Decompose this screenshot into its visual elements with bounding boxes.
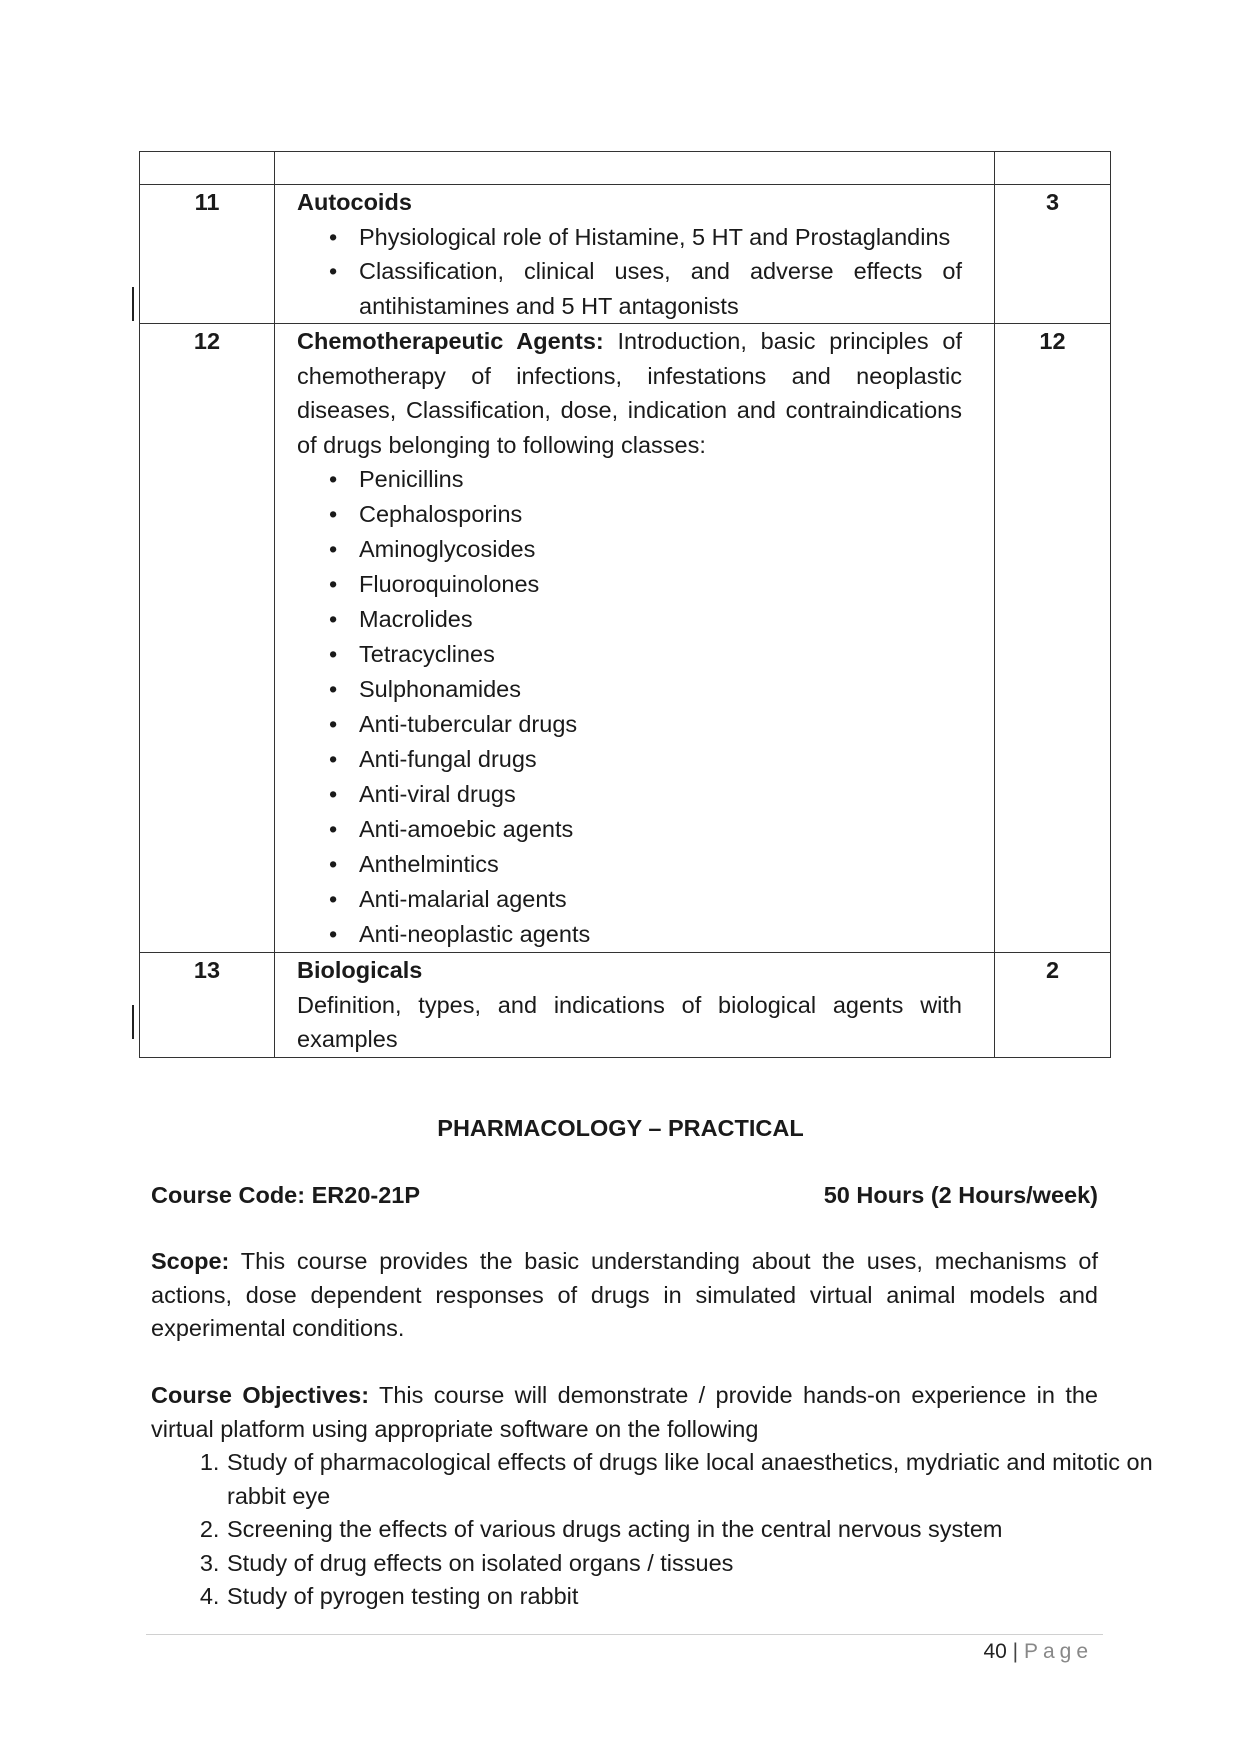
course-hours: 50 Hours (2 Hours/week): [823, 1182, 1098, 1208]
table-row: [140, 953, 1111, 1058]
list-item: • Cephalosporins: [359, 497, 962, 532]
list-item: • Tetracyclines: [359, 637, 962, 672]
list-item: • Anti-viral drugs: [359, 777, 962, 812]
table-row: [140, 324, 1111, 953]
objectives-label: Course Objectives:: [151, 1382, 370, 1408]
unit-hours: 3: [995, 185, 1111, 324]
unit-content: [275, 185, 995, 324]
list-item: • Sulphonamides: [359, 672, 962, 707]
unit-number: 11: [140, 185, 275, 324]
unit-content: [275, 324, 995, 953]
revision-mark: [132, 287, 134, 321]
unit-title: Autocoids: [297, 189, 412, 215]
scope-text: This course provides the basic understanding about the uses, mechanisms of actions, dose dependent responses of drugs in simulated virtual animal models and experimental conditions.: [151, 1248, 1098, 1341]
unit-text: Definition, types, and indications of biological agents with examples: [297, 991, 962, 1052]
unit-hours: 12: [995, 324, 1111, 953]
list-item: • Anti-fungal drugs: [359, 742, 962, 777]
unit-intro: Introduction, basic principles of chemotherapy of infections, infestations and neoplastic diseases, Classification, dose, indication and contraindications of drugs belonging to following classes:: [297, 328, 962, 458]
list-item: • Physiological role of Histamine, 5 HT and Prostaglandins: [359, 220, 962, 255]
topic-list: [297, 220, 962, 324]
page-label: Page: [1023, 1640, 1093, 1663]
list-item: 3. Study of drug effects on isolated organs / tissues: [226, 1547, 1176, 1581]
revision-mark: [132, 1005, 134, 1039]
list-item: • Anti-neoplastic agents: [359, 917, 962, 952]
list-item: • Anti-tubercular drugs: [359, 707, 962, 742]
list-item: • Anthelmintics: [359, 847, 962, 882]
page-number: 40: [983, 1640, 1007, 1663]
footer-divider: [146, 1634, 1103, 1635]
list-item: • Fluoroquinolones: [359, 567, 962, 602]
unit-title: Biologicals: [297, 957, 423, 983]
scope-paragraph: [151, 1245, 1098, 1346]
footer-separator: |: [1012, 1640, 1019, 1663]
list-item: 1. Study of pharmacological effects of drugs like local anaesthetics, mydriatic and mitotic on rabbit eye: [226, 1446, 1176, 1513]
objectives-text: This course will demonstrate / provide hands-on experience in the virtual platform using appropriate software on the following: [151, 1382, 1099, 1442]
unit-number: 12: [140, 324, 275, 953]
table-header-row: [140, 152, 1111, 185]
course-code: Course Code: ER20-21P: [151, 1182, 421, 1208]
list-item: 2. Screening the effects of various drugs acting in the central nervous system: [226, 1513, 1176, 1547]
table-row: [140, 185, 1111, 324]
list-item: • Macrolides: [359, 602, 962, 637]
objectives-paragraph: [151, 1379, 1098, 1446]
page-footer: [983, 1640, 1093, 1664]
unit-title: Chemotherapeutic Agents:: [297, 328, 604, 354]
list-item: 4. Study of pyrogen testing on rabbit: [226, 1580, 1176, 1614]
syllabus-table: [139, 151, 1111, 1058]
list-item: • Penicillins: [359, 462, 962, 497]
topic-list: [297, 462, 962, 952]
scope-label: Scope:: [151, 1248, 230, 1274]
unit-hours: 2: [995, 953, 1111, 1058]
list-item: • Anti-amoebic agents: [359, 812, 962, 847]
list-item: • Anti-malarial agents: [359, 882, 962, 917]
section-heading: PHARMACOLOGY – PRACTICAL: [437, 1115, 804, 1141]
unit-content: [275, 953, 995, 1058]
objectives-list: [151, 1446, 1176, 1614]
list-item: • Aminoglycosides: [359, 532, 962, 567]
unit-number: 13: [140, 953, 275, 1058]
list-item: • Classification, clinical uses, and adverse effects of antihistamines and 5 HT antagonists: [359, 254, 962, 323]
